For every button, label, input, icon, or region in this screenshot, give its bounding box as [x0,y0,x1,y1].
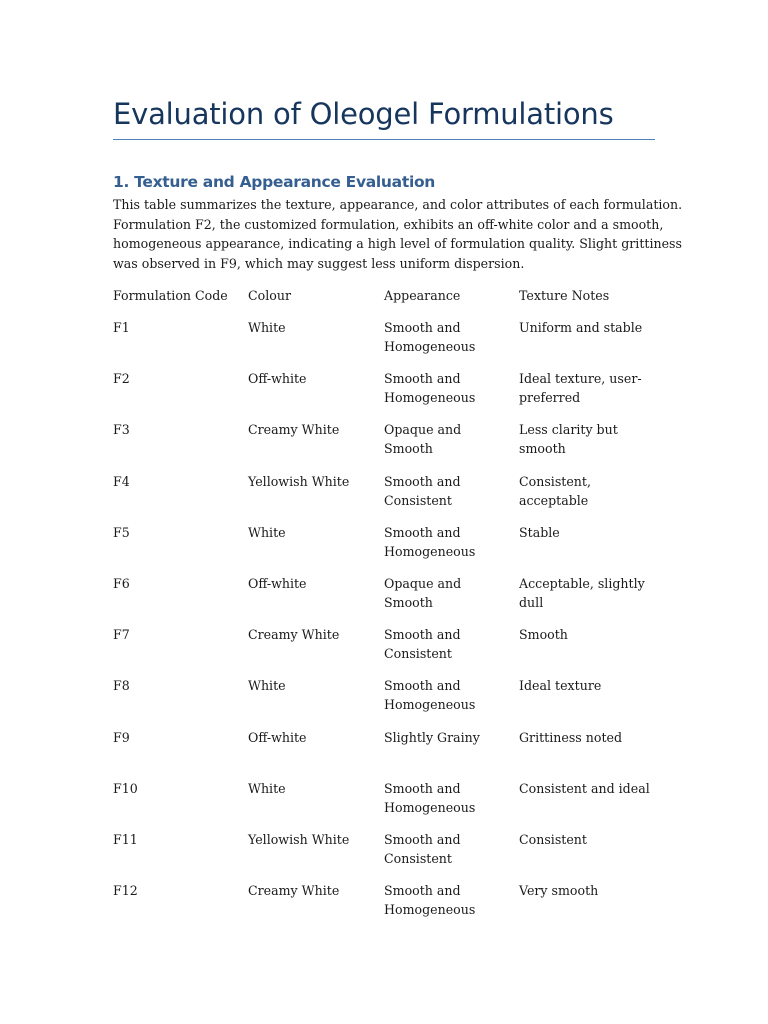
table-row [113,728,655,779]
cell-colour: Off-white [248,371,307,387]
cell-colour: Off-white [248,575,307,591]
document-title: Evaluation of Oleogel Formulations [113,97,614,131]
cell-appearance: Smooth and Homogeneous [384,320,476,354]
cell-appearance: Opaque and Smooth [384,422,462,457]
header-appearance: Appearance [384,288,461,303]
table-row [113,369,655,420]
table-row [113,625,655,676]
table-row [113,574,655,625]
cell-formulation-code: F5 [113,524,130,540]
header-texture-notes: Texture Notes [519,288,610,303]
cell-appearance: Slightly Grainy [384,729,480,745]
cell-formulation-code: F2 [113,371,130,387]
cell-formulation-code: F4 [113,473,130,489]
cell-appearance: Smooth and Homogeneous [384,780,476,815]
cell-colour: White [248,678,286,694]
table-row [113,318,655,369]
cell-formulation-code: F6 [113,575,130,591]
intro-line: homogeneous appearance, indicating a high level of formulation quality. Slight grittiness [113,236,682,251]
cell-colour: White [248,320,286,335]
table-row [113,779,655,830]
table-row [113,420,655,471]
table-row [113,523,655,574]
cell-colour: Yellowish White [248,473,350,489]
cell-formulation-code: F8 [113,678,130,694]
cell-formulation-code: F3 [113,422,130,438]
intro-line: was observed in F9, which may suggest less uniform dispersion. [113,255,525,271]
cell-texture-notes: Smooth [519,627,568,643]
cell-formulation-code: F11 [113,831,138,847]
cell-appearance: Opaque and Smooth [384,575,462,610]
header-colour: Colour [248,288,291,303]
table-row [113,676,655,727]
cell-colour: Yellowish White [248,831,350,847]
cell-formulation-code: F7 [113,627,130,643]
cell-appearance: Smooth and Consistent [384,831,461,866]
cell-formulation-code: F12 [113,883,138,899]
intro-line: Formulation F2, the customized formulation, exhibits an off-white color and a smooth, [113,216,664,232]
cell-texture-notes: Acceptable, slightly dull [519,575,645,610]
cell-texture-notes: Consistent, acceptable [519,473,591,508]
cell-colour: Creamy White [248,627,340,643]
cell-appearance: Smooth and Consistent [384,473,461,508]
formulation-table [113,286,655,932]
cell-colour: White [248,524,286,540]
cell-texture-notes: Very smooth [519,883,599,899]
intro-paragraph [113,195,683,273]
cell-appearance: Smooth and Homogeneous [384,678,476,713]
cell-appearance: Smooth and Homogeneous [384,883,476,918]
cell-texture-notes: Consistent [519,831,587,847]
cell-colour: Creamy White [248,883,340,899]
cell-texture-notes: Less clarity but smooth [519,422,618,457]
table-row [113,472,655,523]
table-row [113,881,655,932]
cell-appearance: Smooth and Homogeneous [384,371,476,406]
cell-texture-notes: Ideal texture [519,678,602,694]
cell-colour: Creamy White [248,422,340,438]
intro-line: This table summarizes the texture, appearance, and color attributes of each formulation. [113,197,683,212]
header-formulation-code: Formulation Code [113,288,228,303]
cell-texture-notes: Grittiness noted [519,729,623,745]
cell-appearance: Smooth and Consistent [384,627,461,662]
cell-colour: Off-white [248,729,307,745]
cell-texture-notes: Uniform and stable [519,320,643,335]
table-header-row [113,286,655,318]
section-heading: 1. Texture and Appearance Evaluation [113,173,436,191]
cell-texture-notes: Stable [519,524,560,540]
cell-appearance: Smooth and Homogeneous [384,524,476,559]
cell-texture-notes: Ideal texture, user-preferred [519,371,642,406]
cell-formulation-code: F1 [113,320,130,335]
cell-colour: White [248,780,286,796]
cell-formulation-code: F10 [113,780,138,796]
cell-formulation-code: F9 [113,729,130,745]
table-row [113,830,655,881]
cell-texture-notes: Consistent and ideal [519,780,650,796]
title-underline-rule [113,139,655,140]
